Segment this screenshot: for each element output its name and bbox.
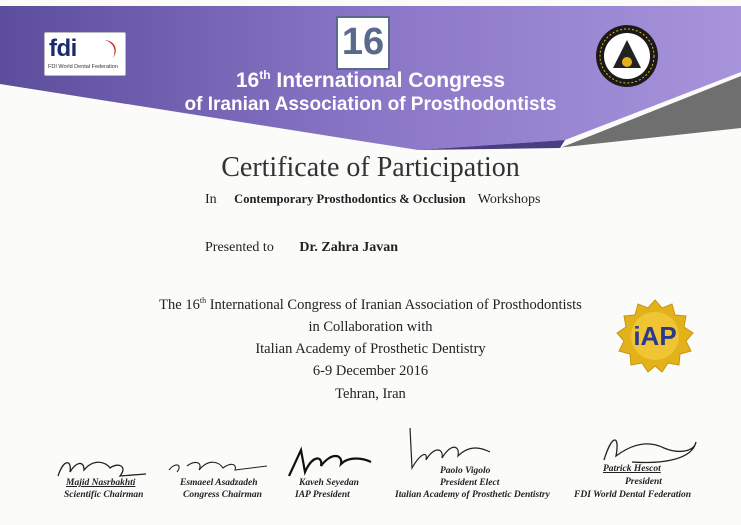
signature-2-role: Congress Chairman (183, 490, 262, 500)
presented-label: Presented to (205, 240, 274, 255)
organizer-ordinal: th (199, 296, 207, 305)
signature-1-role: Scientific Chairman (64, 490, 144, 500)
signature-1-name: Majid Nasrbakhti (66, 478, 136, 488)
signature-5-role: President (625, 477, 662, 487)
signature-5-name: Patrick Hescot (603, 464, 661, 474)
signature-3-role: IAP President (295, 490, 350, 500)
workshop-name: Contemporary Prosthodontics & Occlusion (234, 192, 466, 206)
date-line: 6-9 December 2016 (312, 363, 429, 379)
congress-title-number: 16 (235, 69, 260, 92)
fdi-logo-mark: fdi (49, 35, 77, 62)
congress-title-ordinal: th (259, 68, 271, 82)
badge-icon (615, 298, 695, 378)
signature-4-role: President Elect (440, 478, 500, 488)
academy-line: Italian Academy of Prosthetic Dentistry (255, 341, 486, 357)
certificate-title: Certificate of Participation (221, 152, 520, 183)
signature-3-name: Kaveh Seyedan (299, 478, 359, 488)
signature-3-scribble (283, 442, 378, 482)
congress-16-logo (336, 16, 390, 70)
congress-title-rest: International Congress (276, 69, 506, 92)
in-label: In (205, 192, 217, 207)
iap-gold-badge (615, 298, 695, 378)
signature-4-affiliation: Italian Academy of Prosthetic Dentistry (395, 490, 550, 500)
congress-title-line-1 (0, 68, 741, 93)
workshops-label: Workshops (477, 192, 541, 207)
badge-text: iAP (633, 321, 677, 351)
fdi-logo-caption: FDI World Dental Federation (48, 64, 118, 70)
presented-line (205, 240, 398, 256)
collaboration-line: in Collaboration with (308, 319, 433, 335)
recipient-name: Dr. Zahra Javan (299, 240, 398, 255)
workshop-line (205, 192, 540, 208)
signature-4-name: Paolo Vigolo (440, 466, 491, 476)
congress-title-line-2: of Iranian Association of Prosthodontists (184, 94, 557, 115)
venue-line: Tehran, Iran (335, 386, 406, 402)
organizer-rest: International Congress of Iranian Association of Prosthodontists (209, 296, 582, 313)
signature-5-affiliation: FDI World Dental Federation (574, 490, 692, 500)
fdi-swoosh-icon (101, 38, 121, 60)
signature-2-name: Esmaeel Asadzadeh (180, 478, 258, 488)
congress-logo-number: 16 (341, 21, 385, 63)
organizer-prefix: The 16 (159, 296, 200, 313)
